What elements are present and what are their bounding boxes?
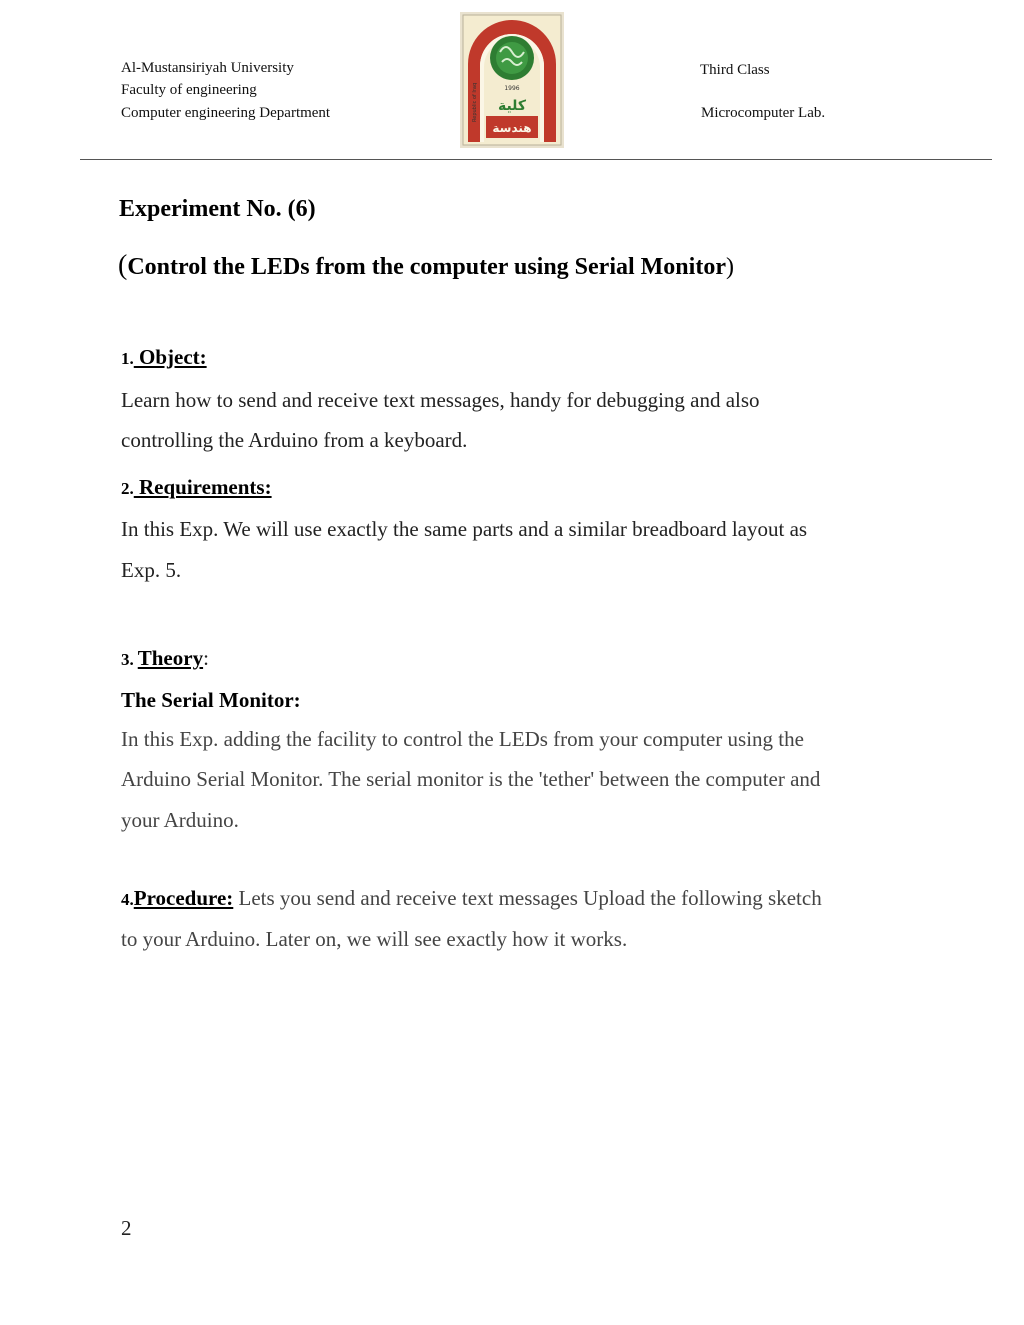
section-object-heading xyxy=(121,345,207,370)
theory-line-1: In this Exp. adding the facility to control the LEDs from your computer using the xyxy=(121,727,804,751)
section-number: 2. xyxy=(121,479,134,498)
object-line-2: controlling the Arduino from a keyboard. xyxy=(121,428,468,452)
svg-text:كلية: كلية xyxy=(497,98,527,114)
theory-line-2: Arduino Serial Monitor. The serial monitor is the 'tether' between the computer and xyxy=(121,767,821,791)
class-label: Third Class xyxy=(700,62,770,78)
header-divider xyxy=(80,159,992,160)
svg-text:Republic of Iraq: Republic of Iraq xyxy=(472,82,478,122)
logo-emblem-icon xyxy=(460,12,564,148)
university-name: Al-Mustansiriyah University xyxy=(121,60,294,76)
object-line-1: Learn how to send and receive text messages, handy for debugging and also xyxy=(121,388,760,412)
faculty-name: Faculty of engineering xyxy=(121,82,257,98)
experiment-subtitle xyxy=(118,250,734,282)
section-procedure-heading xyxy=(121,886,822,911)
section-title: Object: xyxy=(133,345,207,369)
requirements-line-1: In this Exp. We will use exactly the same parts and a similar breadboard layout as xyxy=(121,517,808,541)
section-title: Theory xyxy=(137,646,204,670)
page-number: 2 xyxy=(121,1216,132,1240)
department-name: Computer engineering Department xyxy=(121,105,331,121)
section-requirements-heading xyxy=(121,475,272,500)
section-number: 3. xyxy=(121,650,134,669)
experiment-title: Experiment No. (6) xyxy=(119,196,316,222)
section-number: 4. xyxy=(121,890,134,909)
close-paren: ) xyxy=(725,254,734,280)
procedure-line-1: Lets you send and receive text messages Upload the following sketch xyxy=(233,886,822,910)
section-theory-heading xyxy=(121,646,209,671)
requirements-line-2: Exp. 5. xyxy=(121,558,182,582)
theory-line-3: your Arduino. xyxy=(121,808,239,832)
svg-text:1996: 1996 xyxy=(504,85,520,92)
section-title: Requirements: xyxy=(133,475,272,499)
section-title: Procedure: xyxy=(133,886,234,910)
section-number: 1. xyxy=(121,349,134,368)
open-paren: ( xyxy=(118,250,128,281)
lab-label: Microcomputer Lab. xyxy=(701,105,826,121)
svg-text:هندسة: هندسة xyxy=(492,121,532,135)
university-logo xyxy=(460,12,564,148)
procedure-line-2: to your Arduino. Later on, we will see exactly how it works. xyxy=(121,927,628,951)
subtitle-text: Control the LEDs from the computer using Serial Monitor xyxy=(127,254,726,280)
serial-monitor-subheading: The Serial Monitor: xyxy=(121,688,301,712)
section-colon: : xyxy=(203,646,209,670)
